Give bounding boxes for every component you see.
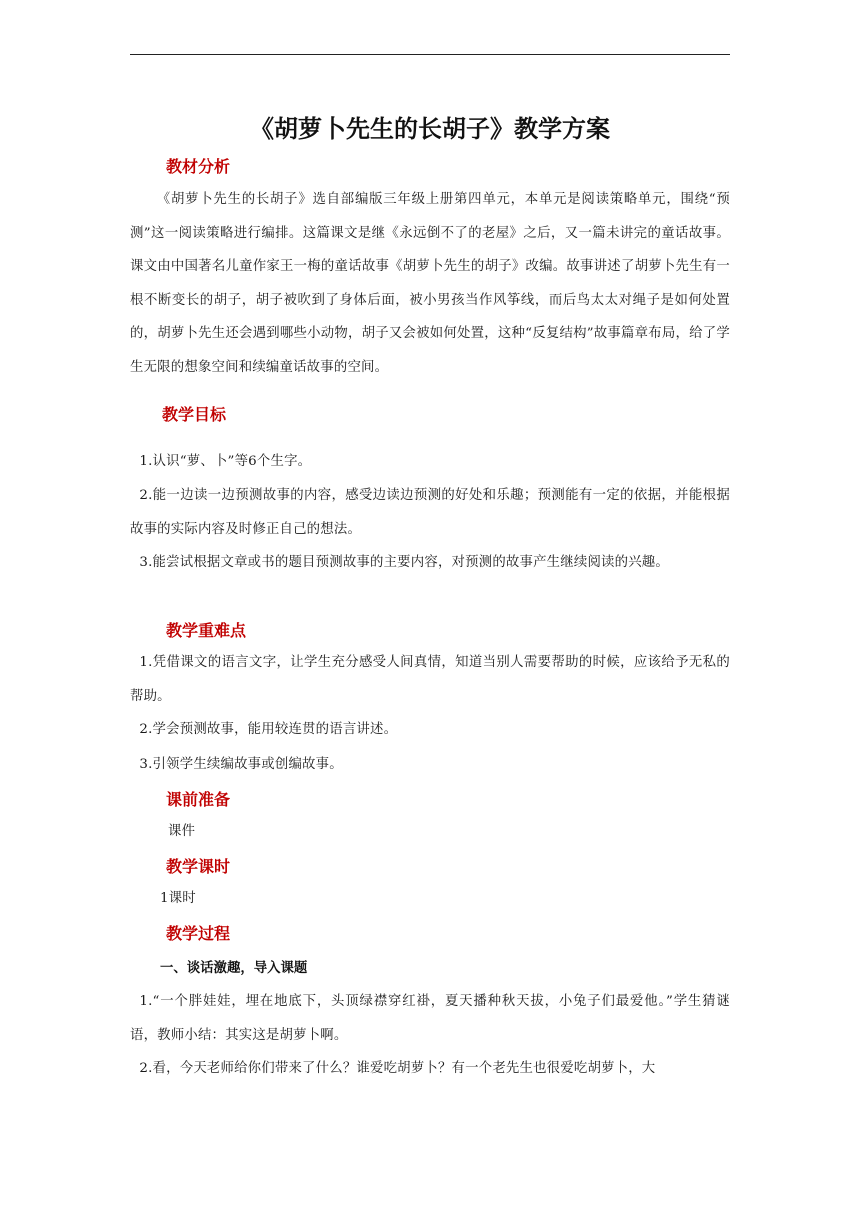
heading-keypoints: 教学重难点 xyxy=(166,621,247,640)
header-rule xyxy=(130,54,730,55)
document-title: 《胡萝卜先生的长胡子》教学方案 xyxy=(250,115,610,143)
heading-process: 教学过程 xyxy=(166,924,231,943)
analysis-paragraph: 《胡萝卜先生的长胡子》选自部编版三年级上册第四单元，本单元是阅读策略单元，围绕“预测”这一阅读策略进行编排。这篇课文是继《永远倒不了的老屋》之后，又一篇未讲完的童话故事。课文由中国著名儿童作家王一梅的童话故事《胡萝卜先生的胡子》改编。故事讲述了胡萝卜先生有一根不断变长的胡子，胡子被吹到了身体后面，被小男孩当作风筝线，而后鸟太太对绳子是如何处置的，胡萝卜先生还会遇到哪些小动物，胡子又会被如何处置，这种“反复结构”故事篇章布局，给了学生无限的想象空间和续编童话故事的空间。 xyxy=(130,192,730,375)
hours-text: 1课时 xyxy=(160,891,196,906)
preparation-text: 课件 xyxy=(168,824,196,839)
heading-analysis: 教材分析 xyxy=(166,157,231,176)
heading-goals: 教学目标 xyxy=(162,405,227,424)
keypoint-item-1: 1.凭借课文的语言文字，让学生充分感受人间真情，知道当别人需要帮助的时候，应该给予无私的帮助。 xyxy=(130,655,730,704)
process-item-2: 2.看，今天老师给你们带来了什么？谁爱吃胡萝卜？有一个老先生也很爱吃胡萝卜，大 xyxy=(139,1061,656,1076)
process-subheading: 一、谈话激趣，导入课题 xyxy=(160,961,308,976)
goal-item-1: 1.认识“萝、卜”等6个生字。 xyxy=(139,454,312,469)
goal-item-2: 2.能一边读一边预测故事的内容，感受边读边预测的好处和乐趣；预测能有一定的依据，并能根据故事的实际内容及时修正自己的想法。 xyxy=(130,488,730,537)
goal-item-3: 3.能尝试根据文章或书的题目预测故事的主要内容，对预测的故事产生继续阅读的兴趣。 xyxy=(139,555,669,570)
keypoint-item-3: 3.引领学生续编故事或创编故事。 xyxy=(139,757,343,772)
heading-hours: 教学课时 xyxy=(166,857,231,876)
heading-preparation: 课前准备 xyxy=(166,790,231,809)
keypoint-item-2: 2.学会预测故事，能用较连贯的语言讲述。 xyxy=(139,722,398,737)
process-item-1: 1.“一个胖娃娃，埋在地底下，头顶绿襟穿红褂，夏天播种秋天拔，小兔子们最爱他。”学生猜谜语，教师小结：其实这是胡萝卜啊。 xyxy=(130,994,730,1043)
